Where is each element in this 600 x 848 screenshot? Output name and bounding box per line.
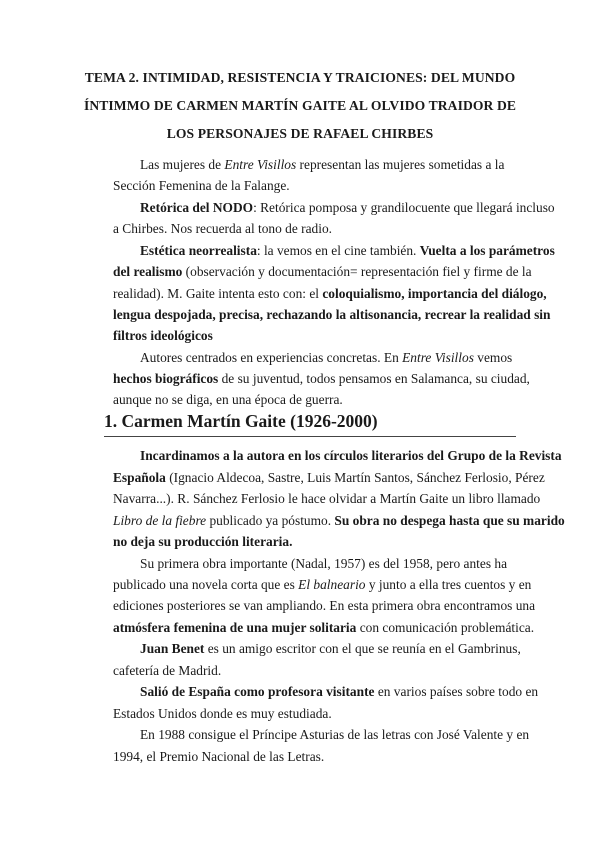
book-title: Entre Visillos xyxy=(402,350,474,365)
paragraph-line: Estados Unidos donde es muy estudiada. xyxy=(113,706,332,721)
paragraph-line: del realismo (observación y documentación= representación fiel y firme de la xyxy=(113,264,532,279)
paragraph-line: Incardinamos a la autora en los círculos literarios del Grupo de la Revista xyxy=(140,448,562,463)
paragraph-line: Sección Femenina de la Falange. xyxy=(113,178,290,193)
paragraph-line: ediciones posteriores se van ampliando. En esta primera obra encontramos una xyxy=(113,598,536,613)
paragraph-line: a Chirbes. Nos recuerda al tono de radio. xyxy=(113,221,333,236)
book-title: El balneario xyxy=(298,577,366,592)
paragraph-line: Estética neorrealista: la vemos en el cine también. Vuelta a los parámetros xyxy=(140,243,555,258)
paragraph-line: Libro de la fiebre publicado ya póstumo. Su obra no despega hasta que su marido xyxy=(113,513,565,528)
heading-underline xyxy=(104,436,516,437)
paragraph-line: lengua despojada, precisa, rechazando la altisonancia, recrear la realidad sin xyxy=(113,307,551,322)
doc-title-line-1: TEMA 2. INTIMIDAD, RESISTENCIA Y TRAICIONES: DEL MUNDO xyxy=(84,70,516,85)
paragraph-line: En 1988 consigue el Príncipe Asturias de las letras con José Valente y en xyxy=(140,727,530,742)
paragraph-line: atmósfera femenina de una mujer solitaria con comunicación problemática. xyxy=(113,620,535,635)
paragraph-line: Su primera obra importante (Nadal, 1957) es del 1958, pero antes ha xyxy=(140,556,508,571)
paragraph-line: Autores centrados en experiencias concretas. En Entre Visillos vemos xyxy=(140,350,513,365)
paragraph-line: aunque no se diga, en una época de guerra. xyxy=(113,392,343,407)
paragraph-line: Juan Benet es un amigo escritor con el que se reunía en el Gambrinus, xyxy=(140,641,521,656)
doc-title-line-2: ÍNTIMMO DE CARMEN MARTÍN GAITE AL OLVIDO TRAIDOR DE xyxy=(83,98,517,113)
book-title: Entre Visillos xyxy=(224,157,297,172)
section-heading: 1. Carmen Martín Gaite (1926-2000) xyxy=(104,411,378,431)
paragraph-line: filtros ideológicos xyxy=(113,328,213,343)
paragraph-line: Las mujeres de Entre Visillos representan las mujeres sometidas a la xyxy=(140,157,505,172)
paragraph-line: 1994, el Premio Nacional de las Letras. xyxy=(113,749,325,764)
paragraph-line: publicado una novela corta que es El balneario y junto a ella tres cuentos y en xyxy=(113,577,532,592)
paragraph-line: Salió de España como profesora visitante en varios países sobre todo en xyxy=(140,684,539,699)
paragraph-line: realidad). M. Gaite intenta esto con: el coloquialismo, importancia del diálogo, xyxy=(113,286,547,301)
paragraph-line: hechos biográficos de su juventud, todos pensamos en Salamanca, su ciudad, xyxy=(113,371,530,386)
book-title: Libro de la fiebre xyxy=(113,513,207,528)
doc-title-line-3: LOS PERSONAJES DE RAFAEL CHIRBES xyxy=(166,126,434,141)
paragraph-line: Retórica del NODO: Retórica pomposa y grandilocuente que llegará incluso xyxy=(140,200,555,215)
paragraph-line: no deja su producción literaria. xyxy=(113,534,293,549)
paragraph-line: cafetería de Madrid. xyxy=(113,663,222,678)
paragraph-line: Española (Ignacio Aldecoa, Sastre, Luis Martín Santos, Sánchez Ferlosio, Pérez xyxy=(113,470,545,485)
paragraph-line: Navarra...). R. Sánchez Ferlosio le hace olvidar a Martín Gaite un libro llamado xyxy=(113,491,541,506)
